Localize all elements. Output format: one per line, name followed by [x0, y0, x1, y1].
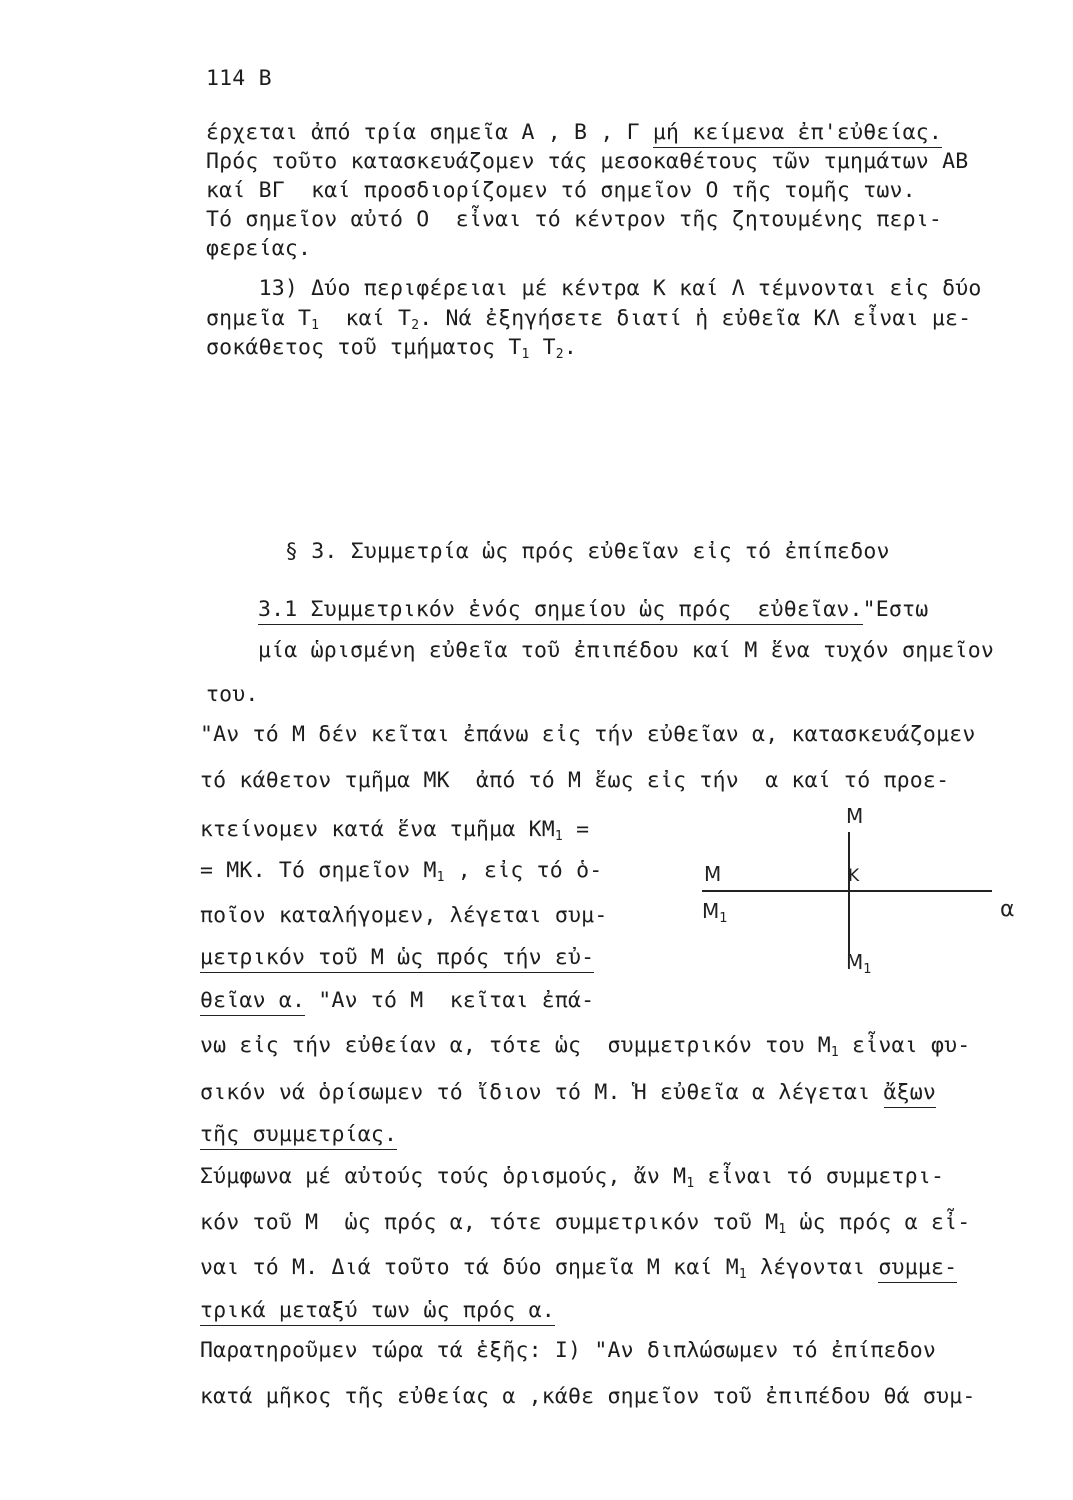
text-line: μετρικόν τοῦ Μ ὡς πρός τήν εὐ- [200, 945, 594, 971]
text-line: τό κάθετον τμῆμα ΜΚ ἀπό τό Μ ἕως εἰς τήν α καί τό προε- [200, 768, 950, 793]
perpendicular-segment [848, 832, 850, 954]
point-label-m-top: Μ [846, 804, 864, 828]
page-number: 114 B [206, 66, 272, 91]
text-line: = ΜΚ. Τό σημεῖον $M_1$ , εἰς τό ὁ- [200, 858, 603, 885]
point-label-m1-left: $M_1$ [702, 899, 728, 926]
text-line: μία ὡρισμένη εὐθεῖα τοῦ ἐπιπέδου καί Μ ἕνα τυχόν σημεῖον [258, 638, 995, 663]
text-line: σικόν νά ὁρίσωμεν τό ἴδιον τό Μ. Ἡ εὐθεῖα α λέγεται ἄξων [200, 1080, 936, 1106]
text-line: έρχεται ἀπό τρία σημεῖα Α , Β , Γ μή κείμενα ἐπ'εὐθείας. [206, 120, 942, 146]
point-label-k: Κ [848, 866, 860, 886]
subsection-title: 3.1 Συμμετρικόν ἑνός σημείου ὡς πρός εὐθεῖαν."Εστω [258, 597, 928, 623]
text-line: Σύμφωνα μέ αὐτούς τούς ὁρισμούς, ἄν $M_1$ εἶναι τό συμμετρι- [200, 1164, 945, 1191]
text-line: τῆς συμμετρίας. [200, 1122, 397, 1148]
text-line: του. [206, 682, 259, 707]
section-title: § 3. Συμμετρία ὡς πρός εὐθεῖαν εἰς τό ἐπίπεδον [285, 539, 890, 564]
point-label-m1-bottom: $M_1$ [846, 950, 872, 977]
axis-line-a [702, 890, 992, 892]
exercise-13-line: 13) Δύο περιφέρειαι μέ κέντρα Κ καί Λ τέμνονται εἰς δύο [206, 276, 982, 301]
exercise-13-line: σοκάθετος τοῦ τμήματος $T_1$ $T_2$. [206, 335, 577, 362]
text-line: κόν τοῦ Μ ὡς πρός α, τότε συμμετρικόν τοῦ $M_1$ ὡς πρός α εἶ- [200, 1210, 971, 1237]
text-line: Παρατηροῦμεν τώρα τά ἑξῆς: Ι) "Αν διπλώσωμεν τό ἐπίπεδον [200, 1338, 937, 1363]
text-line: θεῖαν α. "Αν τό Μ κεῖται ἐπά- [200, 988, 594, 1014]
text-line: Πρός τοῦτο κατασκευάζομεν τάς μεσοκαθέτους τῶν τμημάτων ΑΒ [206, 149, 969, 174]
text-line: καί ΒΓ καί προσδιορίζομεν τό σημεῖον Ο τῆς τομῆς των. [206, 178, 916, 203]
text-line: ναι τό Μ. Διά τοῦτο τά δύο σημεῖα Μ καί $M_1$ λέγονται συμμε- [200, 1255, 958, 1282]
text-line: φερείας. [206, 236, 312, 261]
axis-label-a: α [1000, 897, 1015, 922]
text-line: κατά μῆκος τῆς εὐθείας α ,κάθε σημεῖον τοῦ ἐπιπέδου θά συμ- [200, 1384, 976, 1409]
point-label-m-left: Μ [704, 862, 722, 886]
text-line: νω εἰς τήν εὐθείαν α, τότε ὡς συμμετρικόν του $M_1$ εἶναι φυ- [200, 1033, 971, 1060]
exercise-13-line: σημεῖα $T_1$ καί $T_2$. Νά ἐξηγήσετε διατί ἡ εὐθεῖα ΚΛ εἶναι με- [206, 306, 972, 333]
text-line: τρικά μεταξύ των ὡς πρός α. [200, 1298, 555, 1324]
text-line: κτείνομεν κατά ἕνα τμῆμα $KM_1$ = [200, 817, 590, 844]
underlined-phrase: μή κείμενα ἐπ'εὐθείας. [653, 120, 942, 148]
text-line: ποῖον καταλήγομεν, λέγεται συμ- [200, 903, 608, 928]
text-line: Τό σημεῖον αὐτό Ο εἶναι τό κέντρον τῆς ζητουμένης περι- [206, 207, 943, 232]
text-line: "Αν τό Μ δέν κεῖται ἐπάνω εἰς τήν εὐθεῖαν α, κατασκευάζομεν [200, 722, 976, 747]
